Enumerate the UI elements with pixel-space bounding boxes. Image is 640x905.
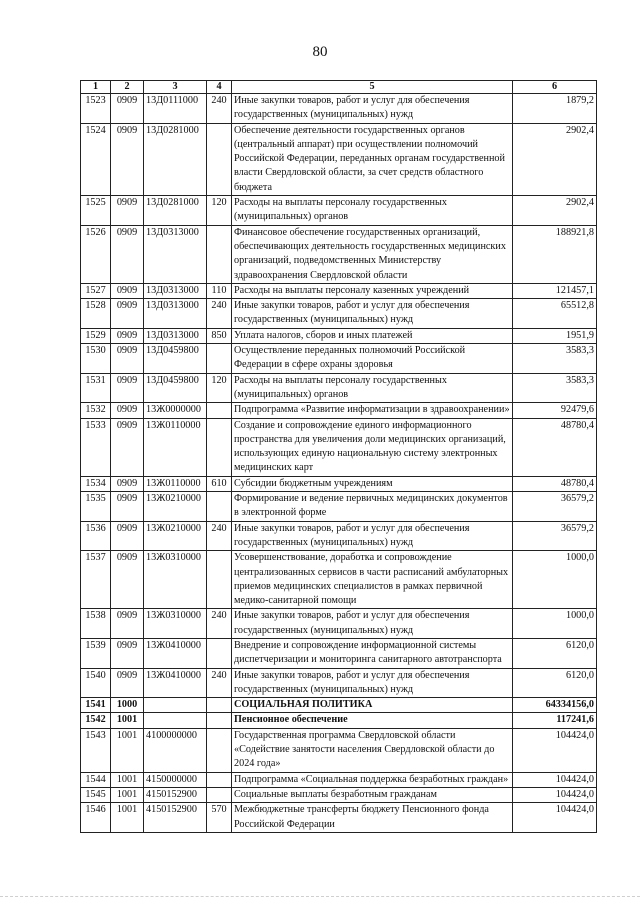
article-code: 13Ж0000000 [144, 403, 207, 418]
expense-type-code: 120 [207, 196, 232, 226]
expense-type-code: 570 [207, 803, 232, 833]
amount: 36579,2 [513, 521, 597, 551]
amount: 65512,8 [513, 299, 597, 329]
expense-type-code [207, 403, 232, 418]
table-row [81, 299, 597, 329]
row-number: 1531 [81, 373, 111, 403]
row-number: 1526 [81, 225, 111, 283]
table-row [81, 403, 597, 418]
expense-type-code [207, 123, 232, 195]
expense-type-code: 240 [207, 521, 232, 551]
section-code: 1001 [111, 713, 144, 728]
row-number: 1543 [81, 728, 111, 772]
section-code: 0909 [111, 283, 144, 298]
table-row [81, 476, 597, 491]
expense-type-code: 240 [207, 668, 232, 698]
row-number: 1532 [81, 403, 111, 418]
row-number: 1540 [81, 668, 111, 698]
section-code: 1001 [111, 772, 144, 787]
item-name: Иные закупки товаров, работ и услуг для обеспечения государственных (муниципальных) нужд [232, 609, 513, 639]
article-code: 13Ж0210000 [144, 521, 207, 551]
section-code: 0909 [111, 551, 144, 609]
amount: 6120,0 [513, 668, 597, 698]
article-code: 13Д0281000 [144, 196, 207, 226]
item-name: Подпрограмма «Социальная поддержка безработных граждан» [232, 772, 513, 787]
expense-type-code: 850 [207, 328, 232, 343]
article-code: 13Д0281000 [144, 123, 207, 195]
item-name: Формирование и ведение первичных медицинских документов в электронной форме [232, 492, 513, 522]
section-code: 1001 [111, 803, 144, 833]
item-name: Обеспечение деятельности государственных органов (центральный аппарат) при осуществлении полномочий Российской Федерации, переданных органам государственной власти Свердловской области, за счет средств областного бюджета [232, 123, 513, 195]
section-code: 0909 [111, 373, 144, 403]
expense-type-code: 240 [207, 299, 232, 329]
article-code: 13Ж0110000 [144, 476, 207, 491]
header-col-3: 3 [144, 81, 207, 94]
table-row [81, 328, 597, 343]
expense-type-code [207, 492, 232, 522]
header-col-4: 4 [207, 81, 232, 94]
row-number: 1527 [81, 283, 111, 298]
row-number: 1542 [81, 713, 111, 728]
article-code: 13Ж0110000 [144, 418, 207, 476]
row-number: 1523 [81, 94, 111, 124]
row-number: 1533 [81, 418, 111, 476]
table-row [81, 803, 597, 833]
amount: 1879,2 [513, 94, 597, 124]
table-row [81, 123, 597, 195]
row-number: 1539 [81, 638, 111, 668]
item-name: Субсидии бюджетным учреждениям [232, 476, 513, 491]
row-number: 1530 [81, 344, 111, 374]
article-code: 13Ж0310000 [144, 609, 207, 639]
row-number: 1535 [81, 492, 111, 522]
section-code: 0909 [111, 403, 144, 418]
row-number: 1529 [81, 328, 111, 343]
article-code: 4150152900 [144, 803, 207, 833]
row-number: 1528 [81, 299, 111, 329]
article-code: 13Д0313000 [144, 225, 207, 283]
amount: 104424,0 [513, 803, 597, 833]
section-code: 0909 [111, 418, 144, 476]
section-code: 1001 [111, 787, 144, 802]
item-name: Внедрение и сопровождение информационной системы диспетчеризации и мониторинга санитарного автотранспорта [232, 638, 513, 668]
header-col-1: 1 [81, 81, 111, 94]
table-row [81, 344, 597, 374]
item-name: Подпрограмма «Развитие информатизации в здравоохранении» [232, 403, 513, 418]
article-code: 4150000000 [144, 772, 207, 787]
article-code: 13Д0313000 [144, 299, 207, 329]
table-row [81, 668, 597, 698]
section-code: 0909 [111, 492, 144, 522]
expense-type-code [207, 772, 232, 787]
expense-type-code [207, 551, 232, 609]
row-number: 1534 [81, 476, 111, 491]
section-code: 0909 [111, 196, 144, 226]
item-name: Уплата налогов, сборов и иных платежей [232, 328, 513, 343]
section-code: 0909 [111, 225, 144, 283]
expense-type-code [207, 728, 232, 772]
row-number: 1537 [81, 551, 111, 609]
expense-type-code [207, 344, 232, 374]
table-row [81, 713, 597, 728]
section-code: 0909 [111, 94, 144, 124]
page-bottom-edge [0, 896, 640, 897]
section-code: 1000 [111, 698, 144, 713]
item-name: Финансовое обеспечение государственных организаций, обеспечивающих деятельность государственных медицинских организаций, подведомственных Министерству здравоохранения Свердловской области [232, 225, 513, 283]
amount: 2902,4 [513, 123, 597, 195]
section-code: 0909 [111, 123, 144, 195]
section-code: 0909 [111, 299, 144, 329]
item-name: Осуществление переданных полномочий Российской Федерации в сфере охраны здоровья [232, 344, 513, 374]
expense-type-code [207, 698, 232, 713]
header-col-6: 6 [513, 81, 597, 94]
item-name: Расходы на выплаты персоналу государственных (муниципальных) органов [232, 196, 513, 226]
item-name: СОЦИАЛЬНАЯ ПОЛИТИКА [232, 698, 513, 713]
header-col-2: 2 [111, 81, 144, 94]
expense-type-code [207, 418, 232, 476]
amount: 1951,9 [513, 328, 597, 343]
table-row [81, 787, 597, 802]
amount: 121457,1 [513, 283, 597, 298]
amount: 1000,0 [513, 551, 597, 609]
article-code: 4150152900 [144, 787, 207, 802]
item-name: Иные закупки товаров, работ и услуг для обеспечения государственных (муниципальных) нужд [232, 521, 513, 551]
amount: 48780,4 [513, 476, 597, 491]
item-name: Создание и сопровождение единого информационного пространства для увеличения доли медицинских организаций, использующих единую национальную систему электронных медицинских карт [232, 418, 513, 476]
amount: 188921,8 [513, 225, 597, 283]
row-number: 1544 [81, 772, 111, 787]
row-number: 1536 [81, 521, 111, 551]
row-number: 1545 [81, 787, 111, 802]
article-code: 13Д0459800 [144, 344, 207, 374]
article-code: 13Д0313000 [144, 328, 207, 343]
row-number: 1538 [81, 609, 111, 639]
header-col-5: 5 [232, 81, 513, 94]
expense-type-code [207, 225, 232, 283]
article-code [144, 698, 207, 713]
amount: 1000,0 [513, 609, 597, 639]
table-row [81, 728, 597, 772]
section-code: 0909 [111, 521, 144, 551]
row-number: 1546 [81, 803, 111, 833]
article-code: 13Ж0410000 [144, 638, 207, 668]
amount: 48780,4 [513, 418, 597, 476]
row-number: 1525 [81, 196, 111, 226]
expense-type-code [207, 787, 232, 802]
expense-type-code: 120 [207, 373, 232, 403]
item-name: Иные закупки товаров, работ и услуг для обеспечения государственных (муниципальных) нужд [232, 94, 513, 124]
article-code: 4100000000 [144, 728, 207, 772]
row-number: 1541 [81, 698, 111, 713]
table-row [81, 551, 597, 609]
table-row [81, 521, 597, 551]
table-row [81, 94, 597, 124]
article-code [144, 713, 207, 728]
item-name: Иные закупки товаров, работ и услуг для обеспечения государственных (муниципальных) нужд [232, 299, 513, 329]
article-code: 13Ж0410000 [144, 668, 207, 698]
item-name: Расходы на выплаты персоналу государственных (муниципальных) органов [232, 373, 513, 403]
expense-type-code: 110 [207, 283, 232, 298]
article-code: 13Д0111000 [144, 94, 207, 124]
item-name: Социальные выплаты безработным гражданам [232, 787, 513, 802]
amount: 3583,3 [513, 344, 597, 374]
item-name: Иные закупки товаров, работ и услуг для обеспечения государственных (муниципальных) нужд [232, 668, 513, 698]
page-number: 80 [312, 44, 328, 60]
amount: 6120,0 [513, 638, 597, 668]
amount: 104424,0 [513, 728, 597, 772]
section-code: 0909 [111, 668, 144, 698]
article-code: 13Д0313000 [144, 283, 207, 298]
amount: 104424,0 [513, 772, 597, 787]
table-row [81, 638, 597, 668]
table-row [81, 283, 597, 298]
expense-type-code [207, 713, 232, 728]
expense-type-code: 240 [207, 609, 232, 639]
amount: 117241,6 [513, 713, 597, 728]
section-code: 0909 [111, 476, 144, 491]
section-code: 0909 [111, 344, 144, 374]
amount: 64334156,0 [513, 698, 597, 713]
expense-type-code: 610 [207, 476, 232, 491]
section-code: 0909 [111, 328, 144, 343]
item-name: Межбюджетные трансферты бюджету Пенсионного фонда Российской Федерации [232, 803, 513, 833]
article-code: 13Ж0210000 [144, 492, 207, 522]
table-row [81, 418, 597, 476]
table-row [81, 225, 597, 283]
article-code: 13Ж0310000 [144, 551, 207, 609]
table-row [81, 492, 597, 522]
amount: 104424,0 [513, 787, 597, 802]
item-name: Расходы на выплаты персоналу казенных учреждений [232, 283, 513, 298]
expense-type-code: 240 [207, 94, 232, 124]
expense-type-code [207, 638, 232, 668]
budget-table [80, 80, 597, 833]
table-row [81, 698, 597, 713]
table-body [81, 94, 597, 833]
table-row [81, 772, 597, 787]
table-row [81, 609, 597, 639]
table-header-row [81, 81, 597, 94]
section-code: 0909 [111, 638, 144, 668]
amount: 3583,3 [513, 373, 597, 403]
amount: 36579,2 [513, 492, 597, 522]
row-number: 1524 [81, 123, 111, 195]
item-name: Пенсионное обеспечение [232, 713, 513, 728]
article-code: 13Д0459800 [144, 373, 207, 403]
item-name: Государственная программа Свердловской области «Содействие занятости населения Свердловской области до 2024 года» [232, 728, 513, 772]
item-name: Усовершенствование, доработка и сопровождение централизованных сервисов в части расписаний амбулаторных приемов медицинских специалистов в рамках первичной медико-санитарной помощи [232, 551, 513, 609]
section-code: 1001 [111, 728, 144, 772]
section-code: 0909 [111, 609, 144, 639]
table-row [81, 196, 597, 226]
amount: 2902,4 [513, 196, 597, 226]
amount: 92479,6 [513, 403, 597, 418]
table-row [81, 373, 597, 403]
